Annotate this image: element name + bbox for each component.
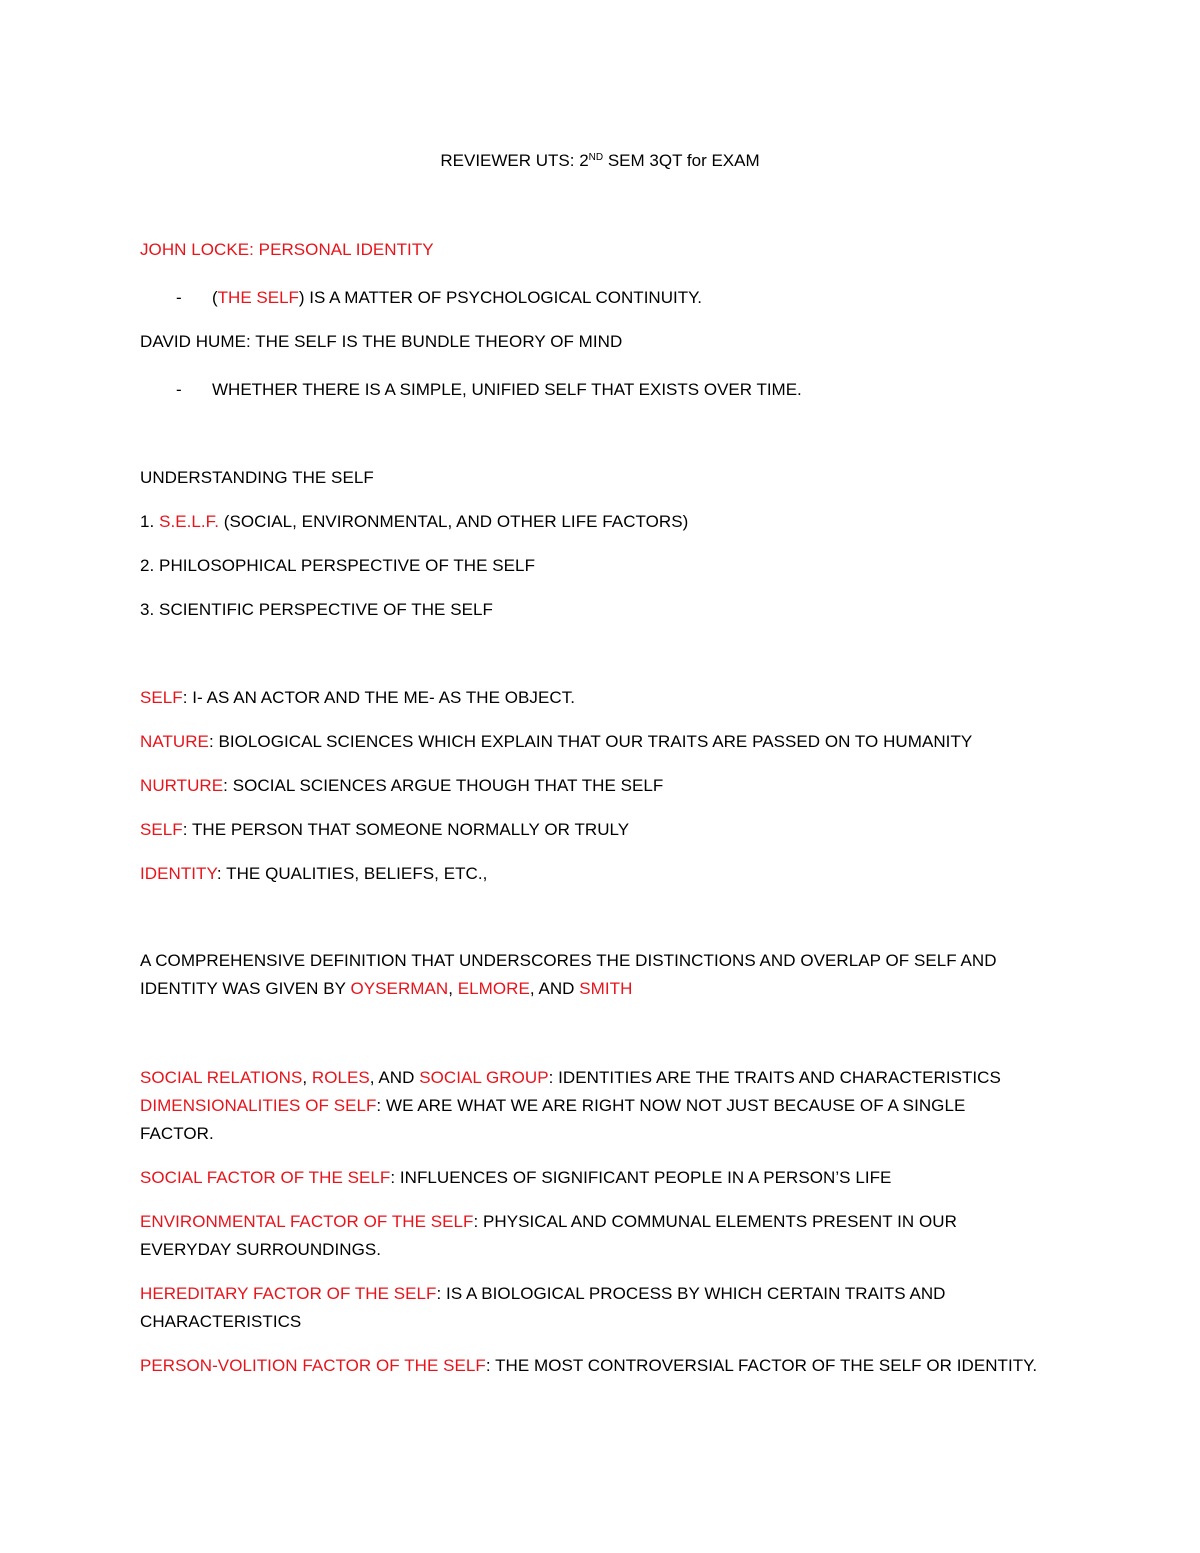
locke-bullet-text: ) IS A MATTER OF PSYCHOLOGICAL CONTINUITY. [298, 288, 702, 307]
term: ROLES [311, 1068, 370, 1087]
locke-bullet [212, 288, 702, 308]
definition-text: : IS A BIOLOGICAL PROCESS BY WHICH CERTAIN TRAITS AND [436, 1284, 946, 1303]
separator: , AND [529, 979, 580, 998]
understanding-item-2: 2. PHILOSOPHICAL PERSPECTIVE OF THE SELF [140, 556, 535, 575]
hereditary-factor-line-2: CHARACTERISTICS [140, 1312, 302, 1331]
separator: , AND [369, 1068, 420, 1087]
definition-nature [140, 732, 972, 752]
term: DIMENSIONALITIES OF SELF [140, 1096, 377, 1115]
understanding-heading: UNDERSTANDING THE SELF [140, 468, 374, 487]
definition-text: : INFLUENCES OF SIGNIFICANT PEOPLE IN A PERSON’S LIFE [390, 1168, 892, 1187]
social-factor-line [140, 1168, 891, 1188]
definition-text: : THE QUALITIES, BELIEFS, ETC., [216, 864, 488, 883]
term: PERSON-VOLITION FACTOR OF THE SELF [140, 1356, 486, 1375]
social-relations-line [140, 1068, 1001, 1088]
title-superscript: ND [588, 152, 604, 163]
definition-text: : THE MOST CONTROVERSIAL FACTOR OF THE SELF OR IDENTITY. [485, 1356, 1038, 1375]
definition-text: : PHYSICAL AND COMMUNAL ELEMENTS PRESENT IN OUR [473, 1212, 957, 1231]
item-term: S.E.L.F. [159, 512, 219, 531]
person-volition-factor-line [140, 1356, 1037, 1376]
term: HEREDITARY FACTOR OF THE SELF [140, 1284, 437, 1303]
definition-self-2 [140, 820, 629, 840]
term: SOCIAL FACTOR OF THE SELF [140, 1168, 391, 1187]
locke-bullet-dash: - [176, 288, 182, 307]
definition-text: : THE PERSON THAT SOMEONE NORMALLY OR TRULY [182, 820, 630, 839]
author-name: SMITH [579, 979, 633, 998]
definition-text: : BIOLOGICAL SCIENCES WHICH EXPLAIN THAT OUR TRAITS ARE PASSED ON TO HUMANITY [208, 732, 973, 751]
hereditary-factor-line [140, 1284, 946, 1304]
definition-term: NATURE [140, 732, 209, 751]
definition-text: : WE ARE WHAT WE ARE RIGHT NOW NOT JUST BECAUSE OF A SINGLE [376, 1096, 966, 1115]
definition-nurture [140, 776, 663, 796]
definition-term: IDENTITY [140, 864, 217, 883]
title-text: REVIEWER UTS: 2 [440, 151, 589, 170]
hume-bullet: WHETHER THERE IS A SIMPLE, UNIFIED SELF THAT EXISTS OVER TIME. [212, 380, 802, 399]
dimensionalities-line-2: FACTOR. [140, 1124, 214, 1143]
environmental-factor-line-2: EVERYDAY SURROUNDINGS. [140, 1240, 382, 1259]
paren-open: ( [212, 288, 218, 307]
page-title [0, 150, 1200, 172]
comprehensive-line-1: A COMPREHENSIVE DEFINITION THAT UNDERSCORES THE DISTINCTIONS AND OVERLAP OF SELF AND [140, 951, 997, 970]
item-text: (SOCIAL, ENVIRONMENTAL, AND OTHER LIFE FACTORS) [219, 512, 689, 531]
item-number: 1. [140, 512, 160, 531]
definition-self-1 [140, 688, 575, 708]
definition-text: : IDENTITIES ARE THE TRAITS AND CHARACTERISTICS [548, 1068, 1001, 1087]
understanding-item-1 [140, 512, 688, 532]
definition-identity [140, 864, 487, 884]
separator: , [448, 979, 458, 998]
hume-bullet-dash: - [176, 380, 182, 399]
hume-heading: DAVID HUME: THE SELF IS THE BUNDLE THEORY OF MIND [140, 332, 623, 351]
understanding-item-3: 3. SCIENTIFIC PERSPECTIVE OF THE SELF [140, 600, 493, 619]
locke-bullet-term: THE SELF [217, 288, 299, 307]
term: SOCIAL RELATIONS [140, 1068, 303, 1087]
term: ENVIRONMENTAL FACTOR OF THE SELF [140, 1212, 474, 1231]
comprehensive-text: IDENTITY WAS GIVEN BY [140, 979, 351, 998]
environmental-factor-line [140, 1212, 957, 1232]
definition-text: : SOCIAL SCIENCES ARGUE THOUGH THAT THE SELF [223, 776, 664, 795]
comprehensive-line-2 [140, 979, 632, 999]
separator: , [302, 1068, 312, 1087]
dimensionalities-line [140, 1096, 965, 1116]
term: SOCIAL GROUP [419, 1068, 549, 1087]
definition-term: SELF [140, 688, 183, 707]
locke-heading: JOHN LOCKE: PERSONAL IDENTITY [140, 240, 434, 259]
title-text-end: SEM 3QT for EXAM [603, 151, 760, 170]
author-name: OYSERMAN [350, 979, 449, 998]
definition-term: SELF [140, 820, 183, 839]
definition-text: : I- AS AN ACTOR AND THE ME- AS THE OBJECT. [182, 688, 576, 707]
author-name: ELMORE [457, 979, 530, 998]
definition-term: NURTURE [140, 776, 224, 795]
